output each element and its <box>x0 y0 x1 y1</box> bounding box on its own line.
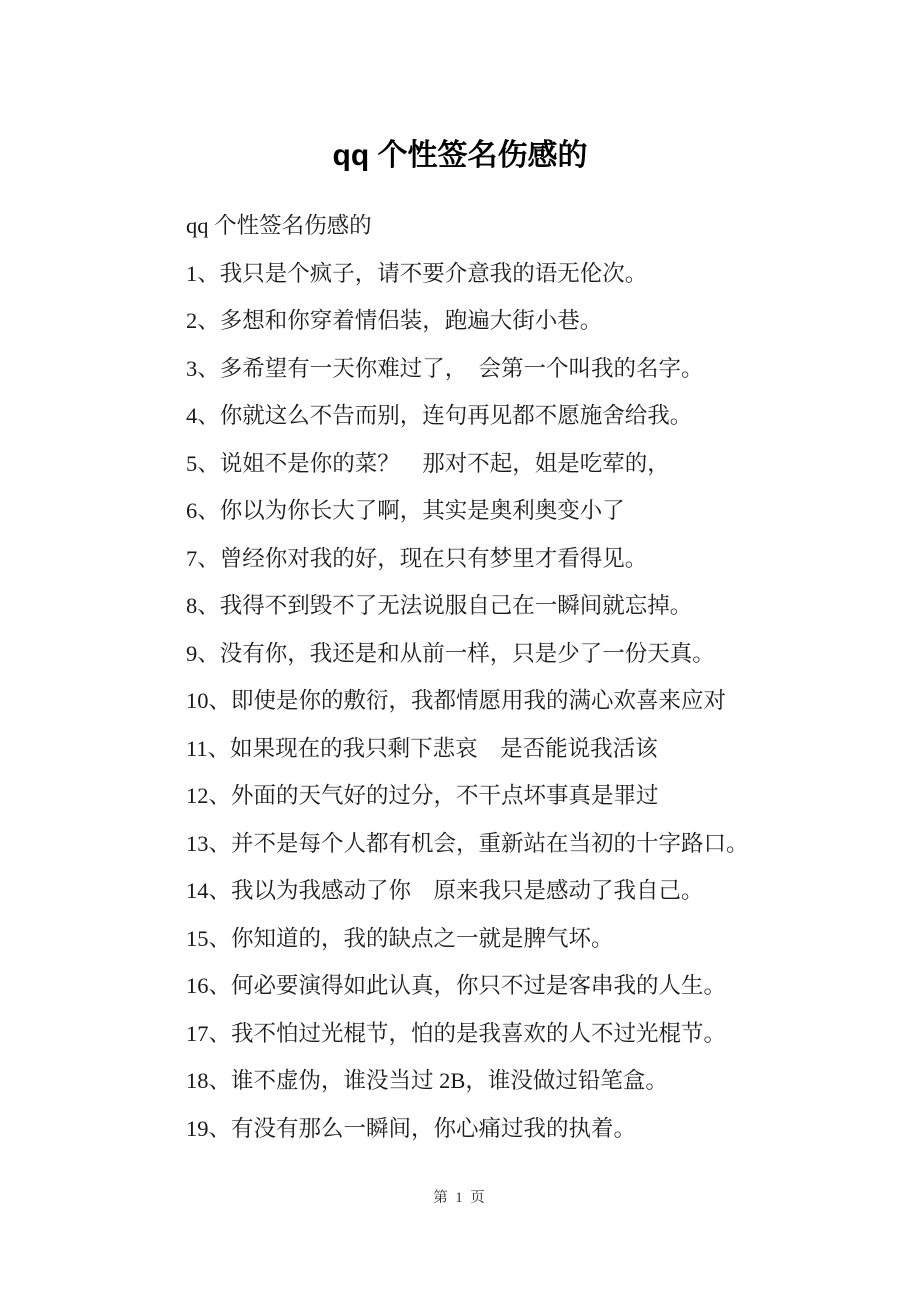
signature-item-17: 17、我不怕过光棍节，怕的是我喜欢的人不过光棍节。 <box>186 1020 727 1046</box>
page-footer <box>0 1188 920 1208</box>
signature-item-9: 9、没有你，我还是和从前一样，只是少了一份天真。 <box>186 640 715 666</box>
signature-item-4: 4、你就这么不告而别，连句再见都不愿施舍给我。 <box>186 403 693 428</box>
signature-item-2: 2、多想和你穿着情侣装，跑遍大街小巷。 <box>186 308 603 333</box>
signature-item-11: 11、如果现在的我只剩下悲哀 是否能说我活该 <box>186 735 658 761</box>
signature-item-19: 19、有没有那么一瞬间，你心痛过我的执着。 <box>186 1115 637 1141</box>
signature-item-12: 12、外面的天气好的过分，不干点坏事真是罪过 <box>186 783 659 808</box>
signature-item-13: 13、并不是每个人都有机会，重新站在当初的十字路口。 <box>186 830 749 856</box>
document-body <box>186 212 860 1143</box>
signature-item-8: 8、我得不到毁不了无法说服自己在一瞬间就忘掉。 <box>186 593 693 618</box>
signature-item-14: 14、我以为我感动了你 原来我只是感动了我自己。 <box>186 878 704 903</box>
signature-item-7: 7、曾经你对我的好，现在只有梦里才看得见。 <box>186 545 648 571</box>
signature-item-16: 16、何必要演得如此认真，你只不过是客串我的人生。 <box>186 973 727 998</box>
page-number: 第 1 页 <box>433 1190 487 1206</box>
signature-item-18: 18、谁不虚伪，谁没当过 2B，谁没做过铅笔盒。 <box>186 1068 668 1093</box>
signature-item-5: 5、说姐不是你的菜？ 那对不起，姐是吃荤的， <box>186 450 670 476</box>
signature-item-10: 10、即使是你的敷衍，我都情愿用我的满心欢喜来应对 <box>186 688 727 713</box>
signature-item-3: 3、多希望有一天你难过了， 会第一个叫我的名字。 <box>186 355 704 381</box>
signature-item-1: 1、我只是个疯子，请不要介意我的语无伦次。 <box>186 260 648 286</box>
document-title: qq 个性签名伤感的 <box>332 139 588 172</box>
body-heading: qq 个性签名伤感的 <box>186 213 372 238</box>
signature-item-15: 15、你知道的，我的缺点之一就是脾气坏。 <box>186 925 614 951</box>
signature-item-6: 6、你以为你长大了啊，其实是奥利奥变小了 <box>186 498 625 523</box>
